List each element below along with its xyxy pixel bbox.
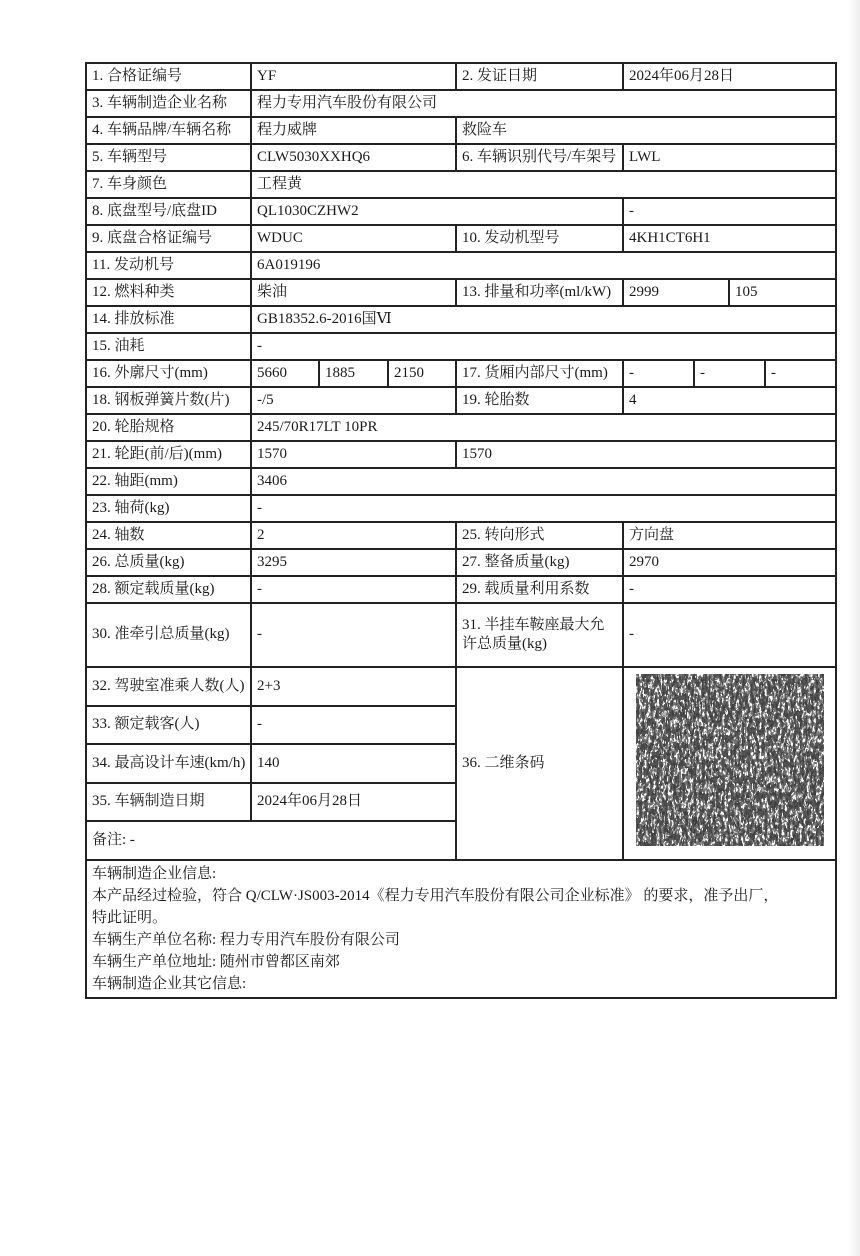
row-axle-load [86, 495, 836, 522]
footer-line-producer-address: 车辆生产单位地址: 随州市曾都区南郊 [92, 953, 340, 970]
row-rated-load [86, 576, 836, 603]
track-rear-value: 1570 [456, 441, 836, 468]
load-ratio-label: 29. 载质量利用系数 [456, 576, 623, 603]
footer-line-certify: 特此证明。 [92, 909, 168, 926]
vehicle-certificate-table [85, 62, 837, 999]
brand-label: 4. 车辆品牌/车辆名称 [86, 117, 251, 144]
emission-label: 14. 排放标准 [86, 306, 251, 333]
vehicle-name-value: 救险车 [456, 117, 836, 144]
manufacturer-info-block [86, 860, 836, 998]
fuel-type-value: 柴油 [251, 279, 456, 306]
issue-date-value: 2024年06月28日 [623, 63, 836, 90]
axle-load-value: - [251, 495, 836, 522]
displacement-power-label: 13. 排量和功率(ml/kW) [456, 279, 623, 306]
dim-height-value: 2150 [388, 360, 456, 387]
row-manufacturer [86, 90, 836, 117]
wheelbase-label: 22. 轴距(mm) [86, 468, 251, 495]
row-fuel-type [86, 279, 836, 306]
row-gross-mass [86, 549, 836, 576]
row-fuel-consumption [86, 333, 836, 360]
cargo-dims-label: 17. 货厢内部尺寸(mm) [456, 360, 623, 387]
track-label: 21. 轮距(前/后)(mm) [86, 441, 251, 468]
max-speed-value: 140 [251, 744, 456, 783]
displacement-value: 2999 [623, 279, 729, 306]
vin-label: 6. 车辆识别代号/车架号 [456, 144, 623, 171]
power-value: 105 [729, 279, 836, 306]
engine-no-value: 6A019196 [251, 252, 836, 279]
scan-edge-shadow [848, 0, 860, 1256]
tire-spec-label: 20. 轮胎规格 [86, 414, 251, 441]
wheelbase-value: 3406 [251, 468, 836, 495]
row-track [86, 441, 836, 468]
cert-no-value: YF [251, 63, 456, 90]
brand-value: 程力威牌 [251, 117, 456, 144]
fuel-consumption-value: - [251, 333, 836, 360]
barcode-label: 36. 二维条码 [456, 667, 623, 860]
mfg-date-label: 35. 车辆制造日期 [86, 783, 251, 822]
row-certificate-no [86, 63, 836, 90]
dim-length-value: 5660 [251, 360, 319, 387]
cab-passengers-value: 2+3 [251, 667, 456, 706]
footer-line-producer-name: 车辆生产单位名称: 程力专用汽车股份有限公司 [92, 931, 400, 948]
gross-mass-value: 3295 [251, 549, 456, 576]
track-front-value: 1570 [251, 441, 456, 468]
manufacturer-label: 3. 车辆制造企业名称 [86, 90, 251, 117]
model-value: CLW5030XXHQ6 [251, 144, 456, 171]
engine-model-value: 4KH1CT6H1 [623, 225, 836, 252]
dim-width-value: 1885 [319, 360, 388, 387]
cargo-length-value: - [623, 360, 694, 387]
mfg-date-value: 2024年06月28日 [251, 783, 456, 822]
gross-mass-label: 26. 总质量(kg) [86, 549, 251, 576]
tire-count-value: 4 [623, 387, 836, 414]
towing-mass-value: - [251, 603, 456, 667]
tire-spec-value: 245/70R17LT 10PR [251, 414, 836, 441]
saddle-mass-label: 31. 半挂车鞍座最大允许总质量(kg) [456, 603, 623, 667]
axle-count-value: 2 [251, 522, 456, 549]
saddle-mass-value: - [623, 603, 836, 667]
cargo-width-value: - [694, 360, 765, 387]
row-cab-passengers [86, 667, 836, 706]
rated-passengers-value: - [251, 706, 456, 745]
footer-line-inspection-statement: 本产品经过检验，符合 Q/CLW·JS003-2014《程力专用汽车股份有限公司企业标准》 的要求，准予出厂， [92, 887, 779, 904]
row-model [86, 144, 836, 171]
springs-label: 18. 钢板弹簧片数(片) [86, 387, 251, 414]
manufacturer-value: 程力专用汽车股份有限公司 [251, 90, 836, 117]
cert-no-label: 1. 合格证编号 [86, 63, 251, 90]
body-color-value: 工程黄 [251, 171, 836, 198]
issue-date-label: 2. 发证日期 [456, 63, 623, 90]
row-body-color [86, 171, 836, 198]
vin-value: LWL [623, 144, 836, 171]
remarks-value: 备注: - [86, 821, 456, 860]
max-speed-label: 34. 最高设计车速(km/h) [86, 744, 251, 783]
cab-passengers-label: 32. 驾驶室准乘人数(人) [86, 667, 251, 706]
chassis-id-value: - [623, 198, 836, 225]
load-ratio-value: - [623, 576, 836, 603]
engine-model-label: 10. 发动机型号 [456, 225, 623, 252]
cargo-height-value: - [765, 360, 836, 387]
steering-label: 25. 转向形式 [456, 522, 623, 549]
row-axle-count [86, 522, 836, 549]
model-label: 5. 车辆型号 [86, 144, 251, 171]
towing-mass-label: 30. 准牵引总质量(kg) [86, 603, 251, 667]
curb-mass-label: 27. 整备质量(kg) [456, 549, 623, 576]
tire-count-label: 19. 轮胎数 [456, 387, 623, 414]
footer-line-other-info: 车辆制造企业其它信息: [92, 975, 247, 992]
row-chassis-model [86, 198, 836, 225]
dimensions-label: 16. 外廓尺寸(mm) [86, 360, 251, 387]
steering-value: 方向盘 [623, 522, 836, 549]
row-brand [86, 117, 836, 144]
axle-load-label: 23. 轴荷(kg) [86, 495, 251, 522]
chassis-model-value: QL1030CZHW2 [251, 198, 623, 225]
axle-count-label: 24. 轴数 [86, 522, 251, 549]
rated-passengers-label: 33. 额定载客(人) [86, 706, 251, 745]
rated-load-value: - [251, 576, 456, 603]
chassis-cert-value: WDUC [251, 225, 456, 252]
barcode-image [634, 670, 826, 850]
row-wheelbase [86, 468, 836, 495]
rated-load-label: 28. 额定载质量(kg) [86, 576, 251, 603]
fuel-type-label: 12. 燃料种类 [86, 279, 251, 306]
row-engine-no [86, 252, 836, 279]
footer-line-info-title: 车辆制造企业信息: [92, 865, 217, 882]
row-footer [86, 860, 836, 998]
chassis-model-label: 8. 底盘型号/底盘ID [86, 198, 251, 225]
row-dimensions [86, 360, 836, 387]
emission-value: GB18352.6-2016国Ⅵ [251, 306, 836, 333]
curb-mass-value: 2970 [623, 549, 836, 576]
row-chassis-cert [86, 225, 836, 252]
chassis-cert-label: 9. 底盘合格证编号 [86, 225, 251, 252]
fuel-consumption-label: 15. 油耗 [86, 333, 251, 360]
engine-no-label: 11. 发动机号 [86, 252, 251, 279]
row-emission [86, 306, 836, 333]
row-tire-spec [86, 414, 836, 441]
body-color-label: 7. 车身颜色 [86, 171, 251, 198]
barcode-cell [623, 667, 836, 860]
springs-value: -/5 [251, 387, 456, 414]
row-towing-saddle [86, 603, 836, 667]
row-springs [86, 387, 836, 414]
